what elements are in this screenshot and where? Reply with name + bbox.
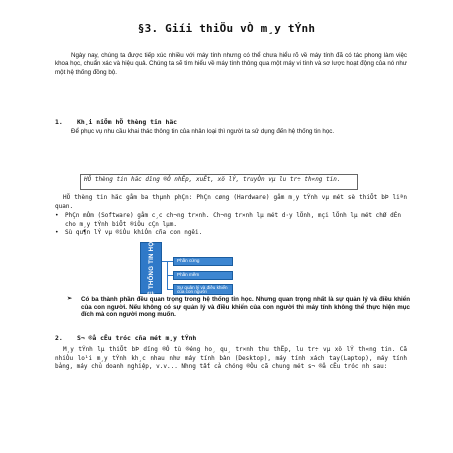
- section-1-heading: [55, 118, 407, 126]
- components-list: [55, 212, 407, 238]
- list-item-text: PhÇn mÒm (Software) gåm c¸c ch¬ng tr×nh. Ch¬ng tr×nh lµ mét d·y lÖnh, mçi lÖnh lµ mét chØ dÉn cho m¸y tÝnh biÕt ®iÒu cÇn lµm.: [65, 212, 401, 228]
- list-item: [55, 229, 407, 238]
- diagram-node-human-control: Sự quản lý và điều khiển của con người: [173, 284, 233, 295]
- note-text: Có ba thành phần đều quan trọng trong hệ thống tin học. Nhưng quan trọng nhất là sự quản lý và điều khiển của con người. Nếu không có sự quản lý và điều khiển của con người thì máy tính không thể thực hiện mục đích mà con người mong muốn.: [81, 296, 410, 319]
- components-intro: HÖ thèng tin häc gåm ba thµnh phÇn: PhÇn cøng (Hardware) gåm m¸y tÝnh vµ mét sè thiÕt bÞ liªn quan.: [55, 194, 407, 210]
- section-2-heading: [55, 334, 407, 342]
- info-system-diagram: [140, 236, 240, 300]
- diagram-node-software: Phần mềm: [173, 271, 233, 280]
- section-2-number: 2.: [55, 334, 63, 342]
- bullet-dot: •: [55, 229, 59, 237]
- section-2-title: S¬ ®å cÊu tróc cña mét m¸y tÝnh: [77, 334, 197, 342]
- section-1-number: 1.: [55, 118, 63, 126]
- section-1-title: Kh¸i niÖm hÖ thèng tin häc: [77, 118, 178, 126]
- page-title: §3. Giíi thiÖu vÒ m¸y tÝnh: [137, 22, 316, 35]
- diagram-node-hardware: Phần cứng: [173, 257, 233, 266]
- definition-box: HÖ thèng tin häc dïng ®Ó nhËp, xuÊt, xö lÝ, truyÒn vµ lu tr÷ th«ng tin.: [80, 174, 358, 190]
- diagram-vertical-label: HỆ THỐNG TIN HỌC: [140, 242, 162, 294]
- list-item: [55, 212, 407, 229]
- bullet-dot: •: [55, 212, 59, 219]
- section-1-paragraph: Để phục vụ nhu cầu khai thác thông tin của nhân loại thì người ta sử dụng đến hệ thống tin học.: [71, 128, 335, 135]
- section-2-paragraph: M¸y tÝnh lµ thiÕt bÞ dïng ®Ó tù ®éng ho¸ qu¸ tr×nh thu thËp, lu tr÷ vµ xö lÝ th«ng tin. Cã nhiÒu lo¹i m¸y tÝnh kh¸c nhau như máy tính bàn (Desktop), máy tính xách tay(Laptop), máy tính bảng, máy chủ doanh nghiệp, v.v... Nhng tất cả chóng ®Òu cã chung mét s¬ ®å cÊu tróc nh sau:: [55, 346, 407, 371]
- arrow-bullet-icon: ➢: [67, 296, 73, 302]
- importance-note: [55, 296, 410, 319]
- list-item-text: Sù qu¶n lÝ vµ ®iÒu khiÓn cña con ngêi.: [65, 229, 203, 237]
- intro-paragraph: Ngày nay, chúng ta được tiếp xúc nhiều với máy tính nhưng có thể chưa hiểu rõ về máy tính đã có tác phong làm việc khoa học, chuẩn xác và hiệu quả. Chúng ta sẽ tìm hiểu về máy tính thông qua một máy vi tính và sơ lược hoạt động của nó như một hệ thống đồng bộ.: [55, 52, 407, 76]
